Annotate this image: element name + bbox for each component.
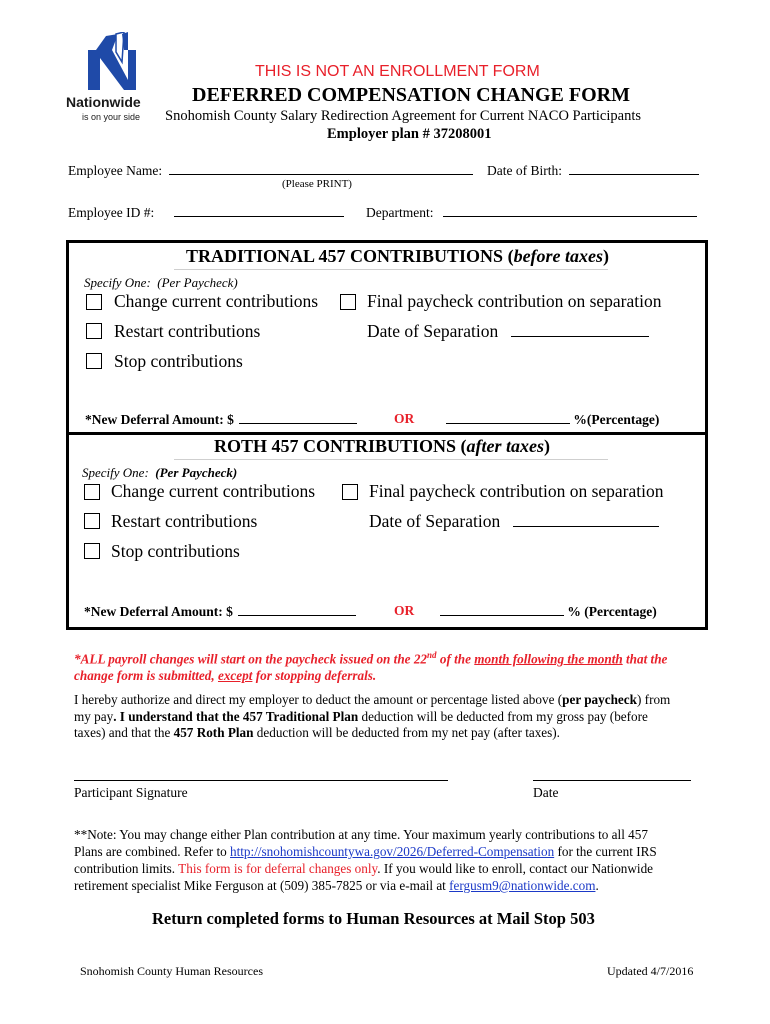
nationwide-eagle-icon: [66, 32, 156, 94]
email-link[interactable]: fergusm9@nationwide.com: [449, 878, 596, 893]
roth-date-sep-row: [369, 511, 659, 532]
roth-amount-field[interactable]: [238, 603, 356, 616]
form-subtitle: Snohomish County Salary Redirection Agreement for Current NACO Participants: [165, 108, 642, 124]
trad-amount-field[interactable]: [239, 411, 357, 424]
roth-restart-label: Restart contributions: [111, 511, 258, 531]
roth-amount-row: [84, 603, 356, 620]
nationwide-logo: [66, 32, 156, 124]
roth-percent-field[interactable]: [440, 603, 564, 616]
trad-date-sep-label: Date of Separation: [367, 321, 499, 341]
logo-tagline: is on your side: [82, 112, 141, 122]
roth-restart-checkbox[interactable]: [84, 513, 100, 529]
trad-restart-checkbox[interactable]: [86, 323, 102, 339]
signature-label: Participant Signature: [74, 785, 188, 800]
trad-final-label: Final paycheck contribution on separation: [367, 291, 662, 311]
footer-right: Updated 4/7/2016: [607, 964, 694, 978]
dob-row: [487, 162, 699, 179]
roth-percent-label: % (Percentage): [567, 604, 657, 619]
roth-final-label: Final paycheck contribution on separation: [369, 481, 664, 501]
trad-final-checkbox[interactable]: [340, 294, 356, 310]
department-row: [366, 204, 697, 221]
trad-date-sep-field[interactable]: [511, 324, 649, 337]
signature-line[interactable]: [74, 780, 448, 781]
employee-id-label: Employee ID #:: [68, 205, 155, 220]
employee-name-row: [68, 162, 473, 179]
roth-date-sep-field[interactable]: [513, 514, 659, 527]
deferred-comp-link[interactable]: http://snohomishcountywa.gov/2026/Deferred-Compensation: [230, 844, 555, 859]
trad-amount-label: *New Deferral Amount: $: [85, 412, 234, 427]
roth-change-checkbox[interactable]: [84, 484, 100, 500]
form-title: DEFERRED COMPENSATION CHANGE FORM: [192, 84, 630, 106]
trad-percent-row: [446, 411, 659, 428]
not-enrollment-notice: THIS IS NOT AN ENROLLMENT FORM: [255, 63, 540, 80]
trad-change-checkbox[interactable]: [86, 294, 102, 310]
traditional-title-rule: [174, 269, 608, 270]
limits-note: **Note: You may change either Plan contribution at any time. Your maximum yearly contributions to all 457 Plans are combined. Refer to http://snohomishcountywa.gov/2026/Deferred-Compensation for the current IRS contribution limits. This form is for deferral changes only. If you would like to enroll, contact our Nationwide retirement specialist Mike Ferguson at (509) 385-7825 or via e-mail at fergusm9@nationwide.com.: [74, 827, 657, 893]
roth-final-checkbox[interactable]: [342, 484, 358, 500]
trad-percent-label: %(Percentage): [573, 412, 660, 427]
dob-label: Date of Birth:: [487, 163, 562, 178]
roth-change-label: Change current contributions: [111, 481, 316, 501]
roth-stop-checkbox[interactable]: [84, 543, 100, 559]
payroll-change-note: *ALL payroll changes will start on the paycheck issued on the 22nd of the month following the month that the change form is submitted, except for stopping deferrals.: [74, 650, 668, 684]
date-line[interactable]: [533, 780, 691, 781]
trad-amount-row: [85, 411, 357, 428]
employee-id-row: [68, 204, 344, 221]
roth-percent-row: [440, 603, 657, 620]
department-label: Department:: [366, 205, 434, 220]
roth-stop-label: Stop contributions: [111, 541, 240, 561]
roth-specify: Specify One: (Per Paycheck): [82, 465, 238, 480]
trad-date-sep-row: [367, 321, 649, 342]
trad-percent-field[interactable]: [446, 411, 570, 424]
date-label: Date: [533, 785, 559, 800]
footer-left: Snohomish County Human Resources: [80, 964, 263, 978]
traditional-specify: Specify One: (Per Paycheck): [84, 275, 238, 290]
return-instructions: Return completed forms to Human Resources at Mail Stop 503: [152, 909, 595, 928]
employee-name-label: Employee Name:: [68, 163, 163, 178]
authorization-paragraph: I hereby authorize and direct my employer to deduct the amount or percentage listed above (per paycheck) from my pay. I understand that the 457 Traditional Plan deduction will be deducted from my gross pay (before taxes) and that the 457 Roth Plan deduction will be deducted from my net pay (after taxes).: [74, 692, 671, 740]
roth-amount-label: *New Deferral Amount: $: [84, 604, 233, 619]
roth-date-sep-label: Date of Separation: [369, 511, 501, 531]
section-divider: [66, 432, 708, 435]
trad-change-label: Change current contributions: [114, 291, 319, 311]
dob-field[interactable]: [569, 162, 699, 175]
roth-title-rule: [174, 459, 608, 460]
trad-or: OR: [394, 411, 415, 426]
employer-plan: Employer plan # 37208001: [327, 126, 492, 142]
roth-title: ROTH 457 CONTRIBUTIONS (after taxes): [214, 436, 551, 456]
traditional-title: TRADITIONAL 457 CONTRIBUTIONS (before taxes): [186, 246, 610, 266]
trad-stop-label: Stop contributions: [114, 351, 243, 371]
roth-or: OR: [394, 603, 415, 618]
employee-name-field[interactable]: [169, 162, 473, 175]
employee-id-field[interactable]: [174, 204, 344, 217]
logo-brand: Nationwide: [66, 94, 141, 110]
print-hint: (Please PRINT): [282, 178, 352, 190]
trad-stop-checkbox[interactable]: [86, 353, 102, 369]
trad-restart-label: Restart contributions: [114, 321, 261, 341]
department-field[interactable]: [443, 204, 697, 217]
